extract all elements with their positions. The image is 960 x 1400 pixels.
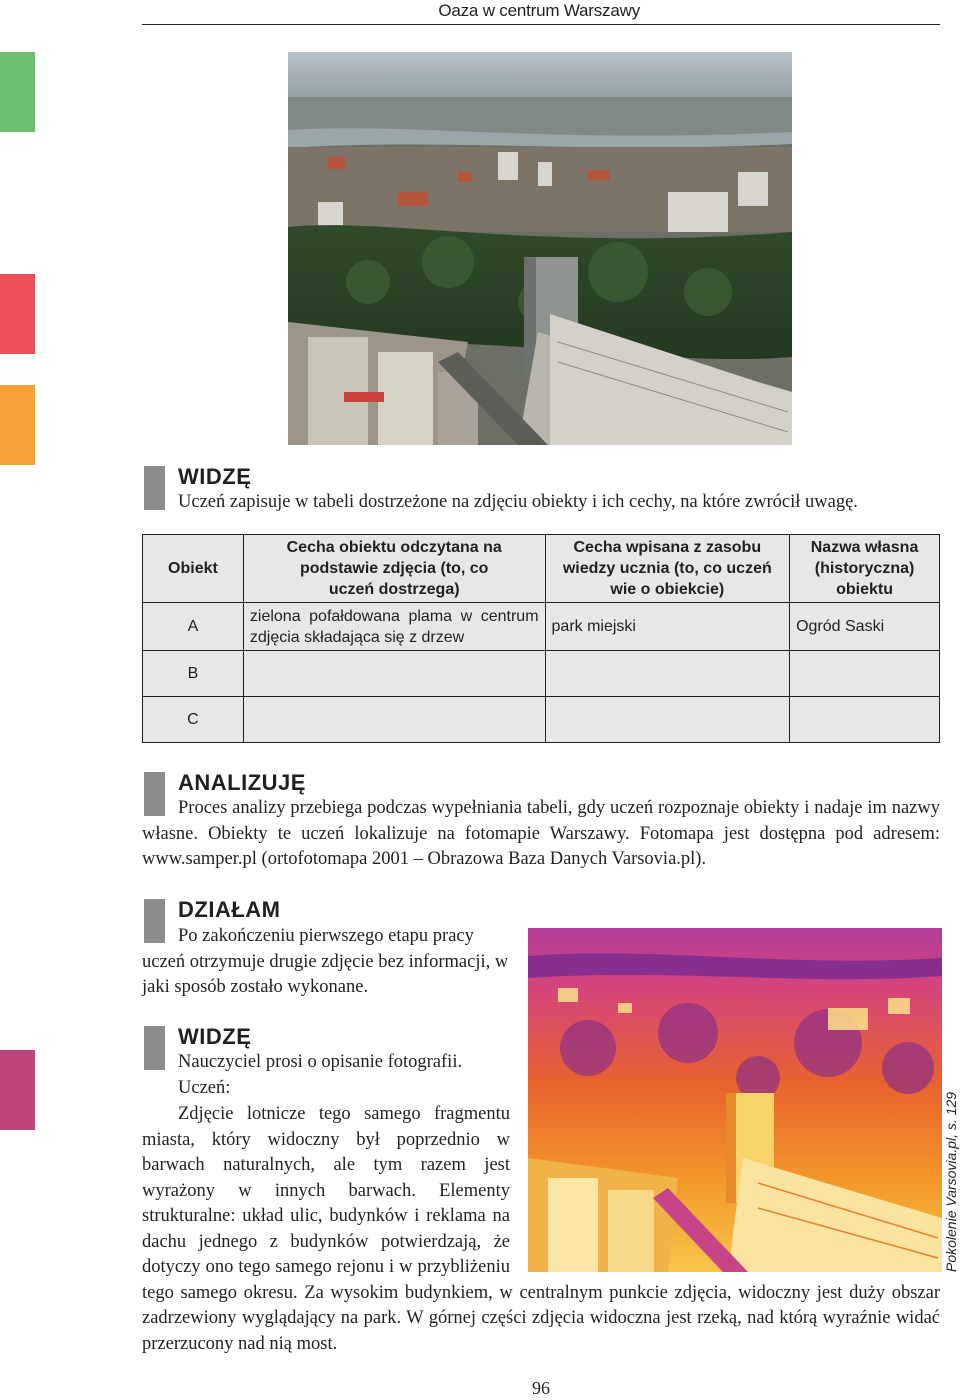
photo-credit: Pokolenie Varsovia.pl, s. 129 xyxy=(943,1091,959,1272)
running-header xyxy=(142,0,940,25)
section-widze-line-2: Uczeń: xyxy=(178,1078,231,1098)
section-marker xyxy=(144,466,165,510)
table-cell-object: C xyxy=(143,697,244,743)
table-header-name: Nazwa własna (historyczna) obiektu xyxy=(790,535,940,603)
running-header-title: Oaza w centrum Warszawy xyxy=(438,1,640,20)
section-widze-text-body: Zdjęcie lotnicze tego samego fragmentu miasta, który widoczny był poprzednio w barwach naturalnych, ale tym razem jest wyrażony w innych barwach. Elementy strukturalne: układ ulic, budynków i reklama na dachu jednego z budynków potwierdzają, że dotyczy ono tego samego rejonu i w przybliżeniu tego samego okresu. Za wysokim budynkiem, w centralnym punkcie zdjęcia, widoczny jest duży obszar zadrzewiony wyglądający na park. W górnej części zdjęcia widoczna jest rzeką, nad którą wyraźnie widać przerzucony nad nią most. xyxy=(142,1104,940,1354)
section-analizuje-text: Proces analizy przebiega podczas wypełniania tabeli, gdy uczeń rozpoznaje obiekty i nadaje im nazwy własne. Obiekty te uczeń lokalizuje na fotomapie Warszawy. Fotomapa jest dostępna pod adresem: www.samper.pl (ortofotomapa 2001 – Obrazowa Baza Danych Varsovia.pl). xyxy=(142,798,940,869)
section-title-widze: WIDZĘ xyxy=(178,464,252,489)
section-marker xyxy=(144,1026,165,1070)
table-header-feature-known: Cecha wpisana z zasobu wiedzy ucznia (to, co uczeń wie o obiekcie) xyxy=(545,535,790,603)
side-tab-red xyxy=(0,274,35,354)
table-header-feature-seen: Cecha obiektu odczytana na podstawie zdjęcia (to, co uczeń dostrzega) xyxy=(243,535,545,603)
table-cell-feature-known: park miejski xyxy=(545,603,790,651)
table-cell-name xyxy=(790,697,940,743)
section-title-analizuje: ANALIZUJĘ xyxy=(178,770,306,795)
float-spacer xyxy=(510,1102,940,1272)
table-cell-feature-seen xyxy=(243,697,545,743)
section-title-widze-2: WIDZĘ xyxy=(178,1024,252,1049)
table-header-object: Obiekt xyxy=(143,535,244,603)
table-cell-feature-known xyxy=(545,697,790,743)
section-dzialam-text: Po zakończeniu pierwszego etapu pracy uczeń otrzymuje drugie zdjęcie bez informacji, w jaki sposób zostało wykonane. xyxy=(142,926,509,997)
table-cell-name: Ogród Saski xyxy=(790,603,940,651)
page-number: 96 xyxy=(532,1378,550,1398)
section-widze-text xyxy=(142,1102,940,1357)
table-row xyxy=(143,603,940,651)
table-row xyxy=(143,697,940,743)
side-tab-magenta xyxy=(0,1050,35,1130)
table-row xyxy=(143,651,940,697)
section-title-dzialam: DZIAŁAM xyxy=(178,897,281,922)
side-tab-orange xyxy=(0,385,35,465)
side-tab-green xyxy=(0,52,35,132)
table-cell-feature-known xyxy=(545,651,790,697)
observation-table xyxy=(142,534,940,743)
section-widze-line-1: Nauczyciel prosi o opisanie fotografii. xyxy=(178,1052,463,1072)
table-cell-object: A xyxy=(143,603,244,651)
table-cell-name xyxy=(790,651,940,697)
aerial-city-photo xyxy=(288,52,792,445)
table-cell-object: B xyxy=(143,651,244,697)
section-intro: Uczeń zapisuje w tabeli dostrzeżone na zdjęciu obiekty i ich cechy, na które zwrócił uwagę. xyxy=(178,492,858,512)
table-cell-feature-seen xyxy=(243,651,545,697)
table-cell-feature-seen: zielona pofałdowana plama w centrum zdjęcia składająca się z drzew xyxy=(243,603,545,651)
